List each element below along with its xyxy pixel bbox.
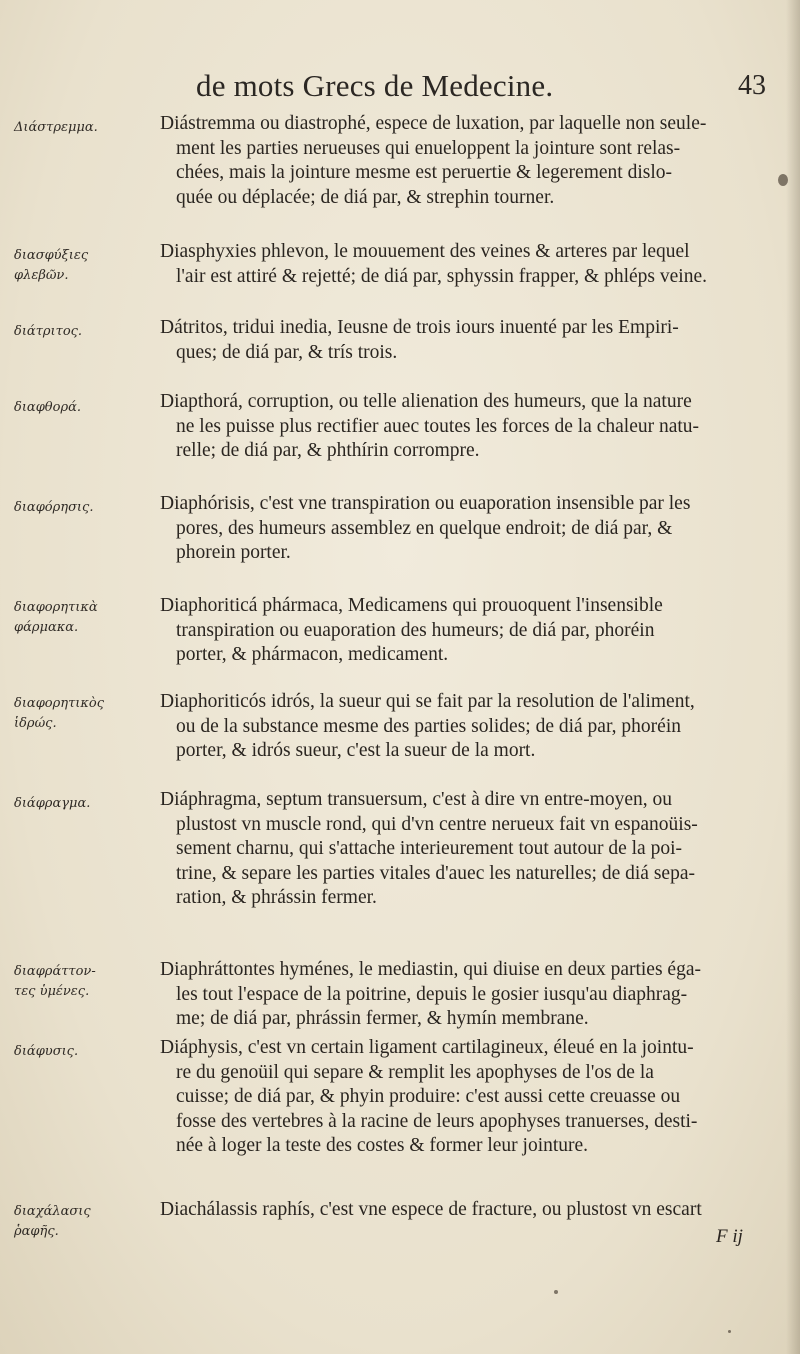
entry-definition xyxy=(160,1198,766,1223)
text-line: Diáphragma, septum transuersum, c'est à dire vn entre-moyen, ou xyxy=(160,789,672,810)
greek-headword xyxy=(14,246,154,286)
greek-line: ἱδρώς. xyxy=(14,716,57,731)
signature-mark: F ij xyxy=(716,1226,743,1247)
greek-line: διαφορητικὸς xyxy=(14,696,104,711)
text-line: Diaphórisis, c'est vne transpiration ou euaporation insensible par les xyxy=(160,493,691,514)
text-line: sement charnu, qui s'attache interieurement tout autour de la poi- xyxy=(176,838,683,860)
greek-headword xyxy=(14,322,154,342)
greek-headword xyxy=(14,794,154,814)
page-number: 43 xyxy=(738,70,766,101)
text-line: porter, & phármacon, medicament. xyxy=(176,644,449,666)
text-line: les tout l'espace de la poitrine, depuis le gosier iusqu'au diaphrag- xyxy=(176,983,688,1005)
text-line: chées, mais la jointure mesme est peruertie & legerement dislo- xyxy=(176,162,672,184)
greek-headword xyxy=(14,398,154,418)
entry-definition xyxy=(160,1036,766,1159)
text-line: ration, & phrássin fermer. xyxy=(176,887,377,909)
text-line: plustost vn muscle rond, qui d'vn centre nerueux fait vn espanoüis- xyxy=(176,813,698,835)
text-line: Diachálassis raphís, c'est vne espece de fracture, ou plustost vn escart xyxy=(160,1199,702,1220)
text-line: pores, des humeurs assemblez en quelque endroit; de diá par, & xyxy=(176,517,673,539)
text-line: Diapthorá, corruption, ou telle alienation des humeurs, que la nature xyxy=(160,391,692,412)
greek-line: διάφραγμα. xyxy=(14,796,91,811)
greek-line: φάρμακα. xyxy=(14,620,79,635)
greek-headword xyxy=(14,598,154,638)
greek-line: διαχάλασις xyxy=(14,1204,91,1219)
greek-line: διάτριτος. xyxy=(14,324,83,339)
text-line: Diaphoriticá phármaca, Medicamens qui prouoquent l'insensible xyxy=(160,595,663,616)
greek-line: διασφύξιες xyxy=(14,248,89,263)
greek-line: διαφθορά. xyxy=(14,400,82,415)
entry-definition xyxy=(160,492,766,566)
greek-line: ῥαφῆς. xyxy=(14,1224,59,1239)
text-line: née à loger la teste des costes & former leur jointure. xyxy=(176,1135,589,1157)
greek-headword xyxy=(14,694,154,734)
greek-line: διάφυσις. xyxy=(14,1044,79,1059)
text-line: trine, & separe les parties vitales d'auec les naturelles; de diá sepa- xyxy=(176,862,695,884)
entry-definition xyxy=(160,240,766,289)
text-line: me; de diá par, phrássin fermer, & hymín membrane. xyxy=(176,1008,589,1030)
text-line: porter, & idrós sueur, c'est la sueur de la mort. xyxy=(176,740,536,762)
text-line: quée ou déplacée; de diá par, & strephin tourner. xyxy=(176,186,555,208)
greek-headword xyxy=(14,498,154,518)
ink-stain xyxy=(778,174,788,186)
text-line: re du genoüil qui separe & remplit les apophyses de l'os de la xyxy=(176,1061,654,1083)
greek-line: Διάστρεμμα. xyxy=(14,120,98,135)
greek-line: διαφορητικὰ xyxy=(14,600,98,615)
entry-definition xyxy=(160,788,766,911)
text-line: ou de la substance mesme des parties solides; de diá par, phoréin xyxy=(176,715,681,737)
entry-definition xyxy=(160,958,766,1032)
text-line: ment les parties nerueuses qui enueloppent la jointure sont relas- xyxy=(176,137,681,159)
entry-definition xyxy=(160,316,766,365)
entry-definition xyxy=(160,594,766,668)
text-line: l'air est attiré & rejetté; de diá par, sphyssin frapper, & phléps veine. xyxy=(176,265,707,287)
text-line: phorein porter. xyxy=(176,542,291,564)
text-line: cuisse; de diá par, & phyin produire: c'est aussi cette creuasse ou xyxy=(176,1086,681,1108)
greek-headword xyxy=(14,118,154,138)
greek-line: διαφόρησις. xyxy=(14,500,94,515)
text-line: transpiration ou euaporation des humeurs; de diá par, phoréin xyxy=(176,619,655,641)
greek-headword xyxy=(14,1202,154,1242)
greek-line: διαφράττον- xyxy=(14,964,96,979)
entry-definition xyxy=(160,690,766,764)
entry-definition xyxy=(160,112,766,210)
text-line: fosse des vertebres à la racine de leurs apophyses tranuerses, desti- xyxy=(176,1110,698,1132)
greek-headword xyxy=(14,962,154,1002)
running-head: de mots Grecs de Medecine. xyxy=(196,68,554,103)
greek-line: φλεβῶν. xyxy=(14,268,69,283)
text-line: Diáphysis, c'est vn certain ligament cartilagineux, éleué en la jointu- xyxy=(160,1037,694,1058)
text-line: ques; de diá par, & trís trois. xyxy=(176,341,398,363)
text-line: Diaphoriticós idrós, la sueur qui se fait par la resolution de l'aliment, xyxy=(160,691,695,712)
text-line: Diasphyxies phlevon, le mouuement des veines & arteres par lequel xyxy=(160,241,690,262)
text-line: Diaphráttontes hyménes, le mediastin, qui diuise en deux parties éga- xyxy=(160,959,701,980)
text-line: relle; de diá par, & phthírin corrompre. xyxy=(176,440,480,462)
greek-line: τες ὑμένες. xyxy=(14,984,90,999)
text-line: Dátritos, tridui inedia, Ieusne de trois iours inuenté par les Empiri- xyxy=(160,317,679,338)
text-line: ne les puisse plus rectifier auec toutes les forces de la chaleur natu- xyxy=(176,415,700,437)
page-header xyxy=(196,68,766,108)
entry-definition xyxy=(160,390,766,464)
ink-stain xyxy=(728,1330,731,1333)
ink-stain xyxy=(554,1290,558,1294)
text-line: Diástremma ou diastrophé, espece de luxation, par laquelle non seule- xyxy=(160,113,707,134)
greek-headword xyxy=(14,1042,154,1062)
